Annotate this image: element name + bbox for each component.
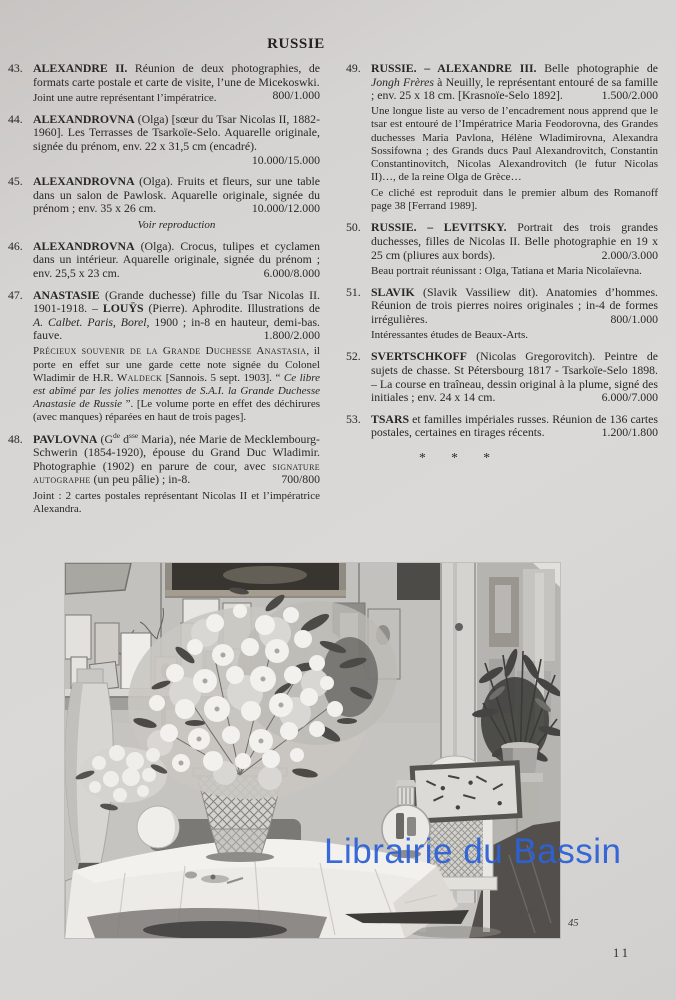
lot-number: 47. [8,287,23,302]
entry-note [371,265,658,278]
price-estimate: 1.800/2.000 [263,328,320,343]
price-estimate: 10.000/15.000 [251,152,320,167]
entry-description [371,350,658,404]
figure-caption-number: 45 [568,918,579,929]
entry-description [33,240,320,281]
catalog-entry [8,430,320,516]
text-segment: TSARS [371,411,410,426]
text-segment: ALEXANDRE II. [33,61,128,75]
text-segment: [Sannois. 5 sept. 1903]. “ [162,371,284,384]
text-segment: RUSSIE. – LEVITSKY. [371,220,507,235]
entry-description [33,175,320,216]
text-segment: (Nicolas Gregorovitch). Peintre de sujets de chasse. St Pétersbourg 1817 - Tsarkoïe-Selo 1898. – La course en traîneau, dessin original à la plume, signé des initiales ; env. 24 x 14 cm. [371,349,658,405]
column-right [346,62,658,524]
lot-number: 45. [8,174,23,189]
price-estimate: 6.000/8.000 [263,265,320,280]
still-life-reproduction [65,563,560,938]
entry-body [33,289,320,425]
section-title: RUSSIE [267,36,325,52]
text-segment: (Olga) [sœur du Tsar Nicolas II, 1882-1960]. Les Terrasses de Tsarkoïe-Selo. Aquarelle originale, signée du prénom, env. 22 x 31,5 cm (encadré). [33,111,320,154]
entry-body [371,350,658,404]
catalog-entry [8,175,320,231]
text-segment: à Neuilly, le représentant entouré de sa famille ; env. 25 x 18 cm. [Krasnoïe-Selo 1892]. [371,74,658,103]
door-knob [455,623,463,631]
entry-body [33,430,320,516]
catalog-entry [8,240,320,281]
lot-number: 49. [346,61,361,75]
text-segment: ANASTASIE [33,287,100,302]
entry-description [371,413,658,440]
entry-note [33,219,320,232]
lot-number: 50. [346,220,361,235]
text-segment: ALEXANDROVNA [33,174,135,189]
text-segment: Beau portrait réunissant : Olga, Tatiana et Maria Nicolaïevna. [371,264,642,277]
lot-number: 53. [346,411,361,426]
entry-body [33,62,320,105]
entries-left-container [8,62,320,516]
text-segment: Joint : 2 cartes postales représentant Nicolas II et l’impératrice Alexandra. [33,489,320,515]
text-segment: PAVLOVNA [33,431,98,446]
catalog-entry [346,350,658,404]
text-segment: RUSSIE. – ALEXANDRE III. [371,61,537,75]
text-segment: Intéressantes études de Beaux-Arts. [371,329,529,342]
price-estimate: 6.000/7.000 [601,390,658,405]
entry-body [371,62,658,213]
catalog-entry [8,113,320,167]
text-segment: (Olga). Crocus, tulipes et cyclamen dans un intérieur. Aquarelle originale, signée du prénom ; env. 25,5 x 23 cm. [33,238,320,280]
price-estimate: 1.200/1.800 [601,425,658,440]
entry-note [33,490,320,516]
section-separator: * * * [419,449,501,465]
text-segment: signature autographe [33,458,320,487]
entry-description [33,289,320,343]
text-segment: (Grande duchesse) fille du Tsar Nicolas II. 1901-1918. – [33,287,320,316]
entry-description [371,221,658,262]
large-painting [165,563,346,598]
text-segment: Waldeck [116,371,163,384]
text-segment: ALEXANDROVNA [33,238,135,253]
catalog-entry [346,62,658,213]
corner-frame [65,563,131,594]
catalog-entry [346,286,658,342]
entry-description [371,286,658,327]
entry-description [33,430,320,487]
text-segment: , il porte en effet sur une garde cette note signée du Colonel Wladimir de H.R. [33,345,320,384]
entries-right-container [346,62,658,440]
text-segment: Maria), née Marie de Mecklembourg-Schwerin (1854-1920), épouse du Grand Duc Wladimir. Photographie (1902) en parure de cour, avec [33,431,320,473]
price-estimate: 800/1.000 [610,312,658,327]
lot-number: 46. [8,238,23,253]
entry-note [371,187,658,213]
text-segment: (Pierre). Aphrodite. Illustrations de [143,301,320,316]
text-segment: (Olga). Fruits et fleurs, sur une table dans un salon de Pawlosk. Aquarelle originale, signée du prénom ; env. 35 x 26 cm. [33,174,320,216]
catalog-entry [8,289,320,425]
text-segment: SVERTSCHKOFF [371,349,467,364]
text-segment: Voir reproduction [137,218,216,231]
text-segment: Portrait des trois grandes duchesses, filles de Nicolas II. Belle photographie en 19 x 25 cm (pliures aux bords). [371,220,658,262]
price-estimate: 1.500/2.000 [601,88,658,103]
painting-signature: Olga [518,904,541,918]
text-segment: Précieux souvenir de la Grande Duchesse Anastasia [33,345,307,358]
entry-description [33,111,320,167]
text-segment: Joint une autre représentant l’impératrice. [33,91,217,104]
lot-number: 51. [346,284,361,299]
text-segment: (un peu pâlie) ; in-8. [90,472,191,487]
price-estimate: 700/800 [281,472,320,487]
text-segment: SLAVIK [371,284,415,299]
text-segment: LOUŸS [102,301,144,316]
lot-number: 48. [8,431,23,446]
text-segment: A. Calbet. Paris, Borel, [33,314,150,329]
text-segment: Belle photographie de [536,61,659,75]
entry-body [33,113,320,167]
leaning-framed-picture [410,760,523,824]
price-estimate: 2.000/3.000 [601,247,658,262]
column-left [8,62,320,524]
text-segment: de [112,430,121,440]
entry-body [33,240,320,281]
catalog-entry [346,413,658,440]
price-estimate: 800/1.000 [272,88,320,103]
text-segment: Une longue liste au verso de l’encadrement nous apprend que le tsar est entouré de l’Impératrice Maria Feodorovna, des Grandes duchesses Maria Pavlona, Hélène Wladimirovna, Alexandra Sossifowna ; des Grands ducs Paul Alexandrovitch, Constantin Constantinovitch, Nicolas Alexandrovitch (le futur Nicolas II)…, de la reine Olga de Grèce… [371,105,658,184]
text-segment: et familles impériales russes. Réunion de 136 cartes postales, certaines en tirages récents. [371,411,658,440]
still-life-painting-svg [65,563,560,938]
text-segment: sse [129,430,139,440]
watermark-text: Librairie du Bassin [324,832,622,871]
text-segment: 1900 ; in-8 en hauteur, demi-bas. fauve. [33,314,320,343]
text-segment: Jongh Frères [371,74,435,89]
lot-number: 52. [346,349,361,364]
catalog-columns [8,62,658,524]
entry-description [371,62,658,103]
entry-body [371,413,658,440]
text-segment: ALEXANDROVNA [33,111,135,126]
text-segment: (G [97,431,113,446]
entry-note [33,345,320,424]
text-segment: Ce cliché est reproduit dans le premier album des Romanoff page 38 [Ferrand 1989]. [371,187,658,213]
text-segment: (Slavik Vassiliew dit). Anatomies d’hommes. Réunion de trois pierres noires originales ; in-4 de formes irrégulières. [371,284,658,327]
text-segment: d [120,431,130,446]
entry-body [33,175,320,231]
page-number: 11 [613,946,632,960]
catalog-entry [346,221,658,277]
entry-body [371,286,658,342]
lot-number: 43. [8,61,23,75]
text-segment: ”. [Le volume porte en effet des déchirures (avec manques) réparées en haut de trois pages]. [33,398,320,424]
catalog-entry [8,62,320,105]
entry-note [371,329,658,342]
text-segment: Ce libre est abîmé par les jolies menottes de S.A.I. la Grande Duchesse Anastasie de Russie [33,371,320,411]
text-segment: Réunion de deux photographies, de formats carte postale et carte de visite, l’une de Micekoswki. [33,61,320,89]
lot-number: 44. [8,111,23,126]
entry-body [371,221,658,277]
price-estimate: 10.000/12.000 [251,201,320,216]
entry-note [371,105,658,184]
